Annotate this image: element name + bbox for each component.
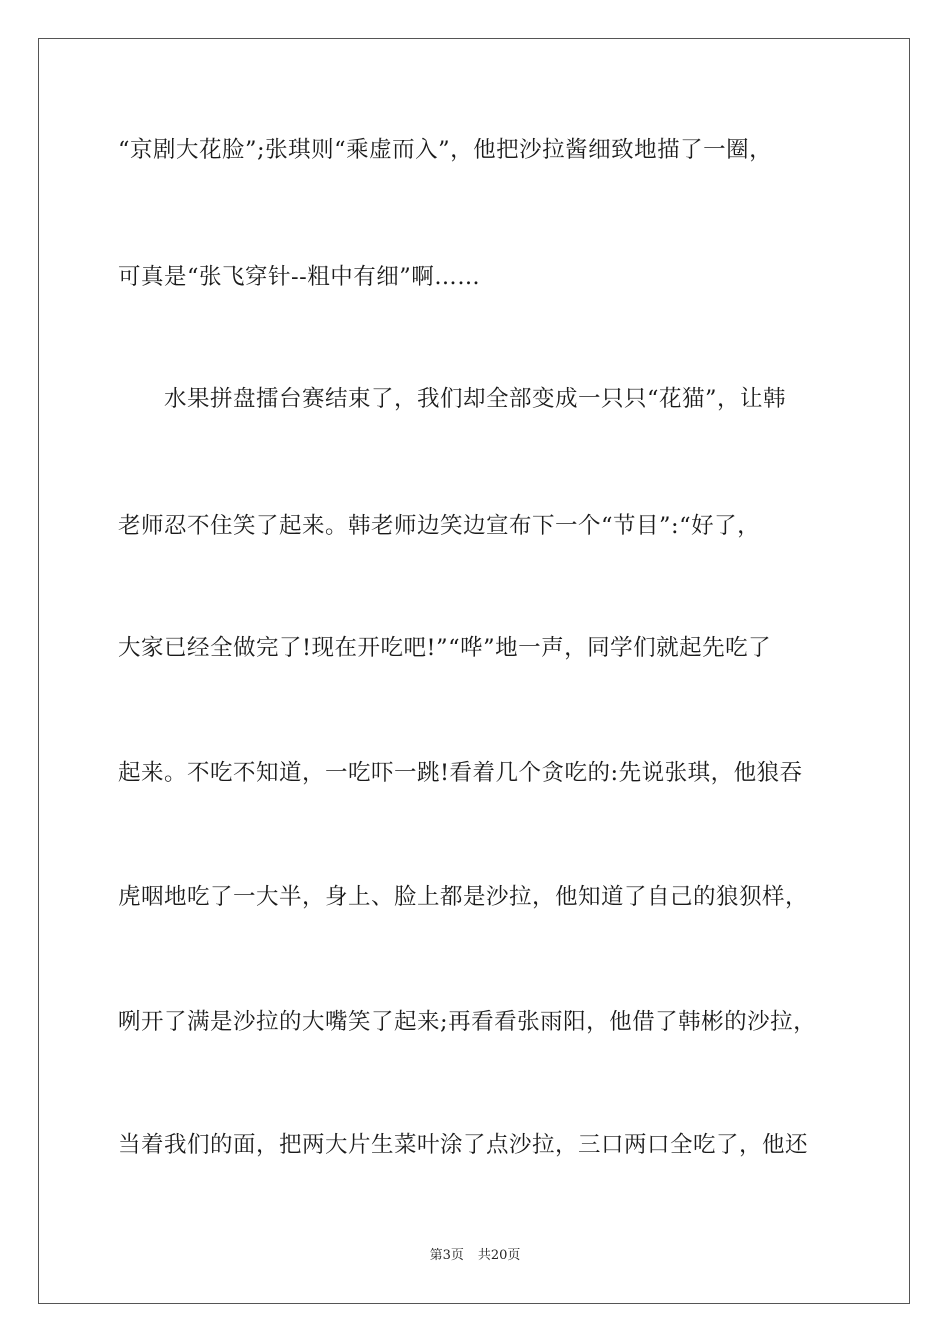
page-frame — [38, 38, 910, 1304]
text-line-4: 老师忍不住笑了起来。韩老师边笑边宣布下一个“节目”:“好了， — [118, 513, 761, 539]
page-footer — [0, 1247, 950, 1265]
text-line-1: “京剧大花脸”;张琪则“乘虚而入”，他把沙拉酱细致地描了一圈， — [118, 137, 773, 163]
page-number: 第3页 — [429, 1248, 464, 1263]
text-line-5: 大家已经全做完了!现在开吃吧!”“哗”地一声，同学们就起先吃了 — [118, 635, 772, 661]
text-line-2: 可真是“张飞穿针--粗中有细”啊…… — [118, 264, 481, 290]
text-line-3: 水果拼盘擂台赛结束了，我们却全部变成一只只“花猫”，让韩 — [118, 386, 787, 412]
page-total: 共20页 — [477, 1248, 521, 1263]
text-line-9: 当着我们的面，把两大片生菜叶涂了点沙拉，三口两口全吃了，他还 — [118, 1132, 809, 1158]
text-line-7: 虎咽地吃了一大半，身上、脸上都是沙拉，他知道了自己的狼狈样， — [118, 884, 809, 910]
text-line-8: 咧开了满是沙拉的大嘴笑了起来;再看看张雨阳，他借了韩彬的沙拉， — [118, 1009, 817, 1035]
text-line-6: 起来。不吃不知道，一吃吓一跳!看着几个贪吃的:先说张琪，他狼吞 — [118, 760, 803, 786]
